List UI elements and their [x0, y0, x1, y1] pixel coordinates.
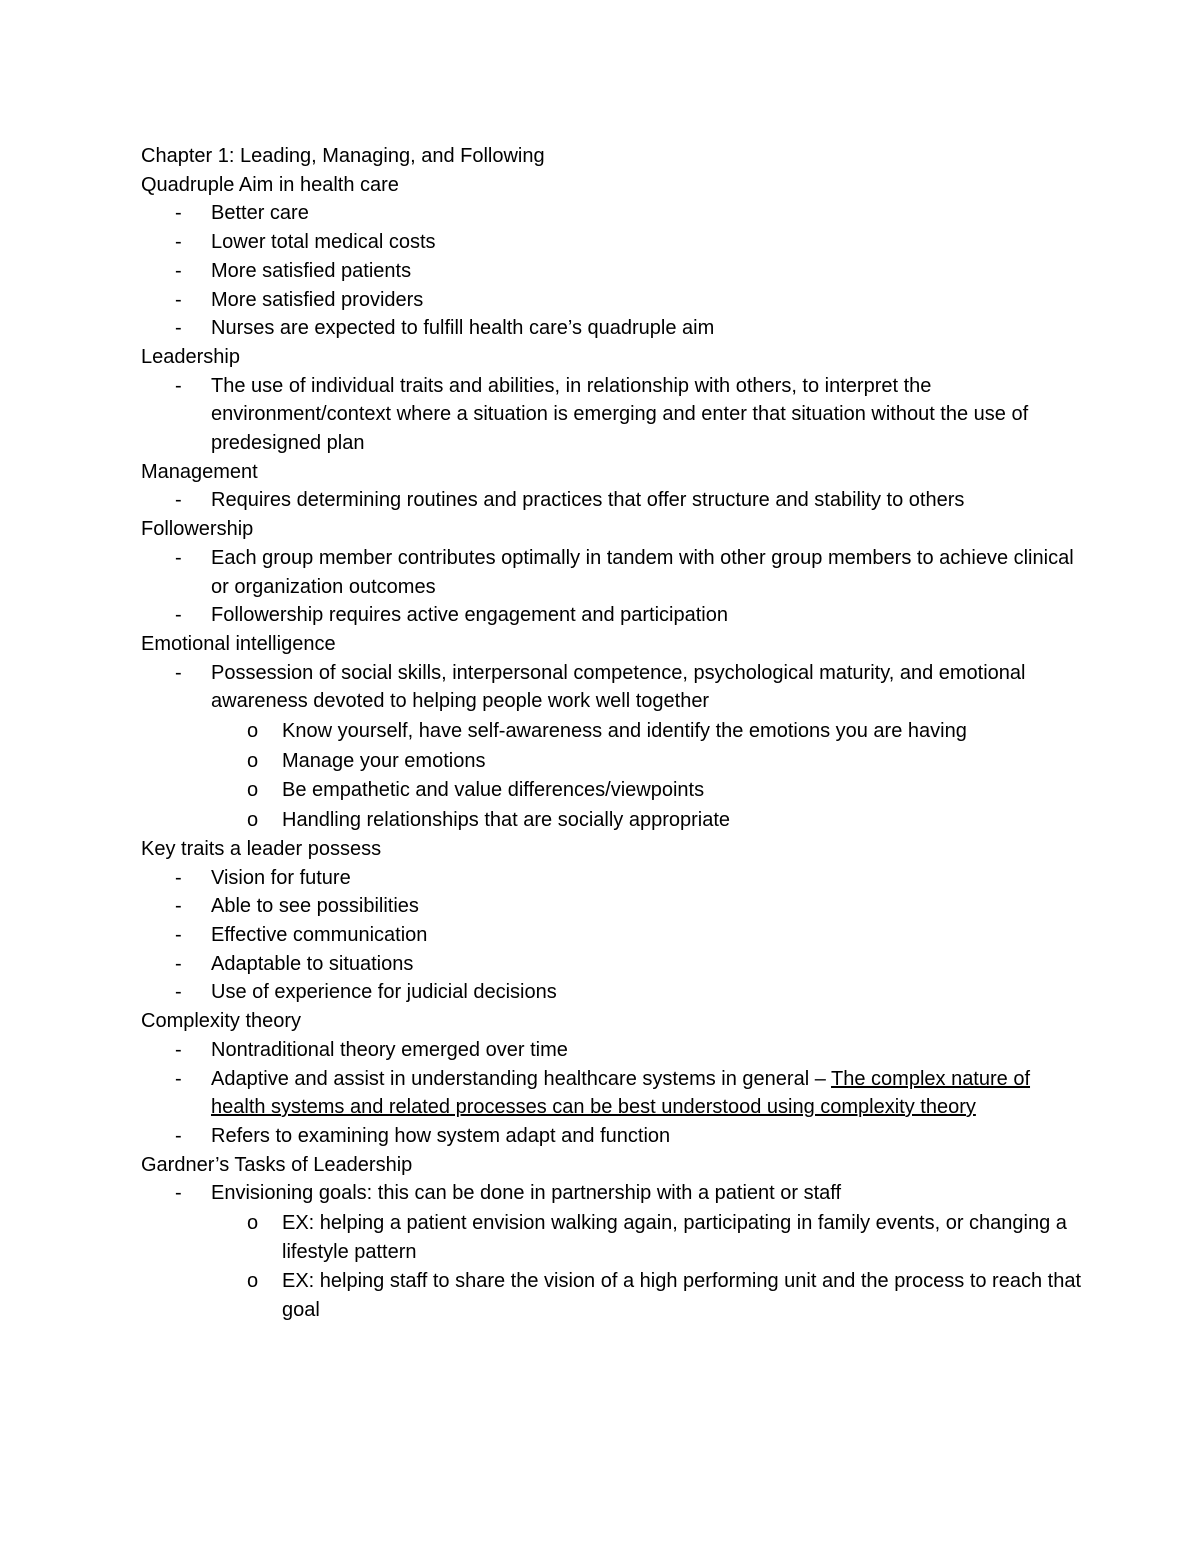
dash-bullet: -	[175, 923, 182, 946]
dash-bullet: -	[175, 895, 182, 918]
dash-bullet: -	[175, 1124, 182, 1147]
sub-list-item: o EX: helping a patient envision walking again, participating in family events, or changing a lifestyle pattern	[141, 1209, 1081, 1266]
list-item: - Adaptable to situations	[141, 950, 1081, 979]
section-heading-followership: Followership	[141, 518, 254, 541]
sub-list-item: o Be empathetic and value differences/viewpoints	[141, 776, 1081, 805]
underlined-emphasis: The complex nature of health systems and related processes can be best understood using complexity theory	[211, 1067, 1031, 1119]
list-item: - Nurses are expected to fulfill health care’s quadruple aim	[141, 314, 1081, 343]
list-item: - Effective communication	[141, 921, 1081, 950]
document-page	[141, 142, 1081, 1325]
section-heading-emotional-intelligence: Emotional intelligence	[141, 632, 336, 655]
list-item: - Lower total medical costs	[141, 228, 1081, 257]
section-heading-quadruple-aim: Quadruple Aim in health care	[141, 173, 399, 196]
circle-bullet: o	[247, 779, 259, 802]
circle-bullet: o	[247, 809, 259, 832]
dash-bullet: -	[175, 489, 182, 512]
circle-bullet: o	[247, 1212, 259, 1235]
list-item: - Vision for future	[141, 864, 1081, 893]
list-item: - More satisfied providers	[141, 286, 1081, 315]
dash-bullet: -	[175, 202, 182, 225]
list-item: - Each group member contributes optimally in tandem with other group members to achieve clinical or organization outcomes	[141, 544, 1081, 601]
dash-bullet: -	[175, 1182, 182, 1205]
section-heading-key-traits: Key traits a leader possess	[141, 837, 382, 860]
section-heading-gardner-tasks: Gardner’s Tasks of Leadership	[141, 1153, 413, 1176]
dash-bullet: -	[175, 952, 182, 975]
list-item: - Refers to examining how system adapt and function	[141, 1122, 1081, 1151]
dash-bullet: -	[175, 1067, 182, 1090]
dash-bullet: -	[175, 259, 182, 282]
list-item: - More satisfied patients	[141, 257, 1081, 286]
dash-bullet: -	[175, 546, 182, 569]
list-item: - Followership requires active engagement and participation	[141, 601, 1081, 630]
list-item: - Envisioning goals: this can be done in partnership with a patient or staff	[141, 1179, 1081, 1208]
circle-bullet: o	[247, 720, 259, 743]
sub-list-item: o Manage your emotions	[141, 747, 1081, 776]
section-heading-leadership: Leadership	[141, 345, 240, 368]
section-heading-complexity-theory: Complexity theory	[141, 1010, 302, 1033]
list-item: - Adaptive and assist in understanding healthcare systems in general – The complex nature of health systems and related processes can be best understood using complexity theory	[141, 1065, 1081, 1122]
dash-bullet: -	[175, 866, 182, 889]
dash-bullet: -	[175, 604, 182, 627]
circle-bullet: o	[247, 749, 259, 772]
section-heading-management: Management	[141, 460, 258, 483]
list-item: - The use of individual traits and abilities, in relationship with others, to interpret the environment/context where a situation is emerging and enter that situation without the use of predesigned plan	[141, 372, 1081, 458]
list-item: - Able to see possibilities	[141, 892, 1081, 921]
chapter-title: Chapter 1: Leading, Managing, and Following	[141, 145, 545, 167]
dash-bullet: -	[175, 317, 182, 340]
list-item: - Better care	[141, 199, 1081, 228]
dash-bullet: -	[175, 288, 182, 311]
sub-list-item: o Handling relationships that are socially appropriate	[141, 806, 1081, 835]
dash-bullet: -	[175, 661, 182, 684]
list-item: - Possession of social skills, interpersonal competence, psychological maturity, and emotional awareness devoted to helping people work well together	[141, 659, 1081, 716]
list-item: - Use of experience for judicial decisions	[141, 978, 1081, 1007]
dash-bullet: -	[175, 374, 182, 397]
circle-bullet: o	[247, 1270, 259, 1293]
sub-list-item: o EX: helping staff to share the vision of a high performing unit and the process to reach that goal	[141, 1267, 1081, 1324]
dash-bullet: -	[175, 981, 182, 1004]
list-item: - Nontraditional theory emerged over time	[141, 1036, 1081, 1065]
list-item: - Requires determining routines and practices that offer structure and stability to others	[141, 486, 1081, 515]
dash-bullet: -	[175, 231, 182, 254]
dash-bullet: -	[175, 1038, 182, 1061]
sub-list-item: o Know yourself, have self-awareness and identify the emotions you are having	[141, 717, 1081, 746]
